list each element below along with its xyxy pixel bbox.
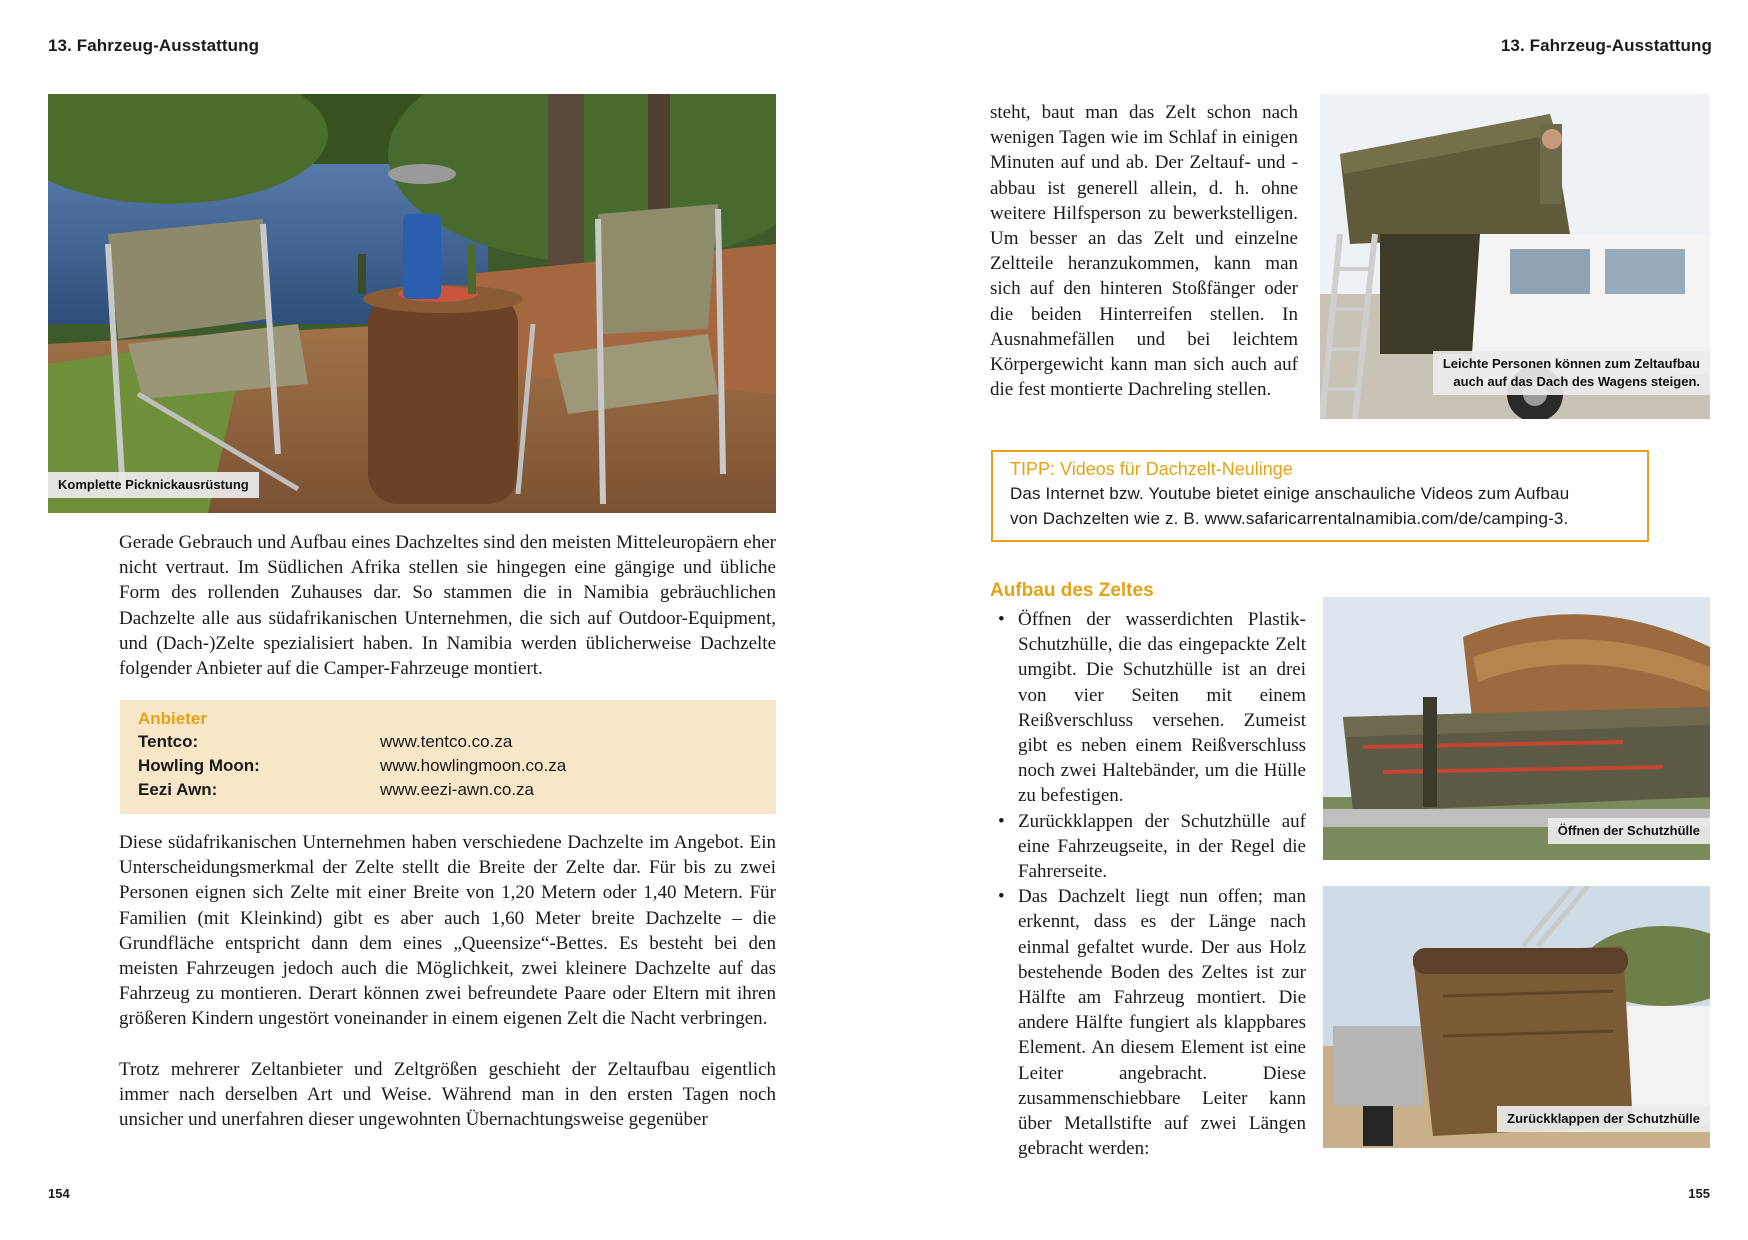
cover-fold-photo: [1323, 886, 1710, 1148]
list-item-text: Das Dachzelt liegt nun offen; man erkennt, dass es der Länge nach einmal gefaltet wurde. Der aus Holz bestehende Boden des Zeltes ist zur Hälfte am Fahrzeug montiert. Die andere Hälfte fungiert als klappbares Element. An diesem Element ist eine Leiter angebracht. Diese zusammenschiebbare Leiter kann über Metallstifte auf zwei Längen gebracht werden:: [1018, 886, 1306, 1160]
anbieter-name: Howling Moon:: [138, 756, 260, 775]
roof-tent-caption-line-1: Leichte Personen können zum Zeltaufbau: [1442, 356, 1700, 371]
cover-fold-caption: Zurückklappen der Schutzhülle: [1497, 1106, 1710, 1132]
bullet-marker: •: [998, 886, 1005, 908]
right-paragraph-1: steht, baut man das Zelt schon nach wenigen Tagen wie im Schlaf in einigen Minuten auf und ab. Der Zeltauf- und -abbau ist generell allein, d. h. ohne weitere Hilfsperson zu bewerkstelligen. Um besser an das Zelt und einzelne Zeltteile heranzukommen, kann man sich auf den hinteren Stoßfänger oder die beiden Hinterreifen stellen. In Ausnahmefällen und bei leichtem Körpergewicht kann man sich auch auf die fest montierte Dachreling stellen.: [990, 102, 1298, 401]
list-item: [990, 809, 1306, 885]
list-item: [990, 607, 1306, 809]
steps-list: [990, 607, 1306, 1161]
tip-box: [991, 450, 1649, 542]
left-paragraph-1: Gerade Gebrauch und Aufbau eines Dachzeltes sind den meisten Mitteleuropäern eher nicht vertraut. Im Südlichen Afrika stellen sie hingegen eine gängige und übliche Form des rollenden Zuhauses dar. So stammen die in Namibia gebräuchlichen Dachzelte alle aus südafrikanischen Unternehmen, die sich auf Outdoor-Equipment, und (Dach-)Zelte spezialisiert haben. In Namibia werden üblicherweise Dachzelte folgender Anbieter auf die Camper-Fahrzeuge montiert.: [119, 532, 776, 680]
left-text-block-1: [119, 530, 776, 681]
anbieter-url: www.eezi-awn.co.za: [380, 780, 535, 799]
anbieter-title: Anbieter: [138, 709, 207, 728]
page-number-right: 155: [1688, 1186, 1710, 1201]
right-text-block-1: [990, 100, 1298, 402]
anbieter-url: www.tentco.co.za: [380, 732, 513, 751]
list-item-text: Öffnen der wasserdichten Plastik-Schutzhülle, die das eingepackte Zelt umgibt. Die Schutzhülle ist an drei von vier Seiten mit einem Reißverschluss versehen. Zumeist gibt es neben einem Reißverschluss noch zwei Haltebänder, um die Hülle zu befestigen.: [1018, 609, 1306, 807]
picnic-photo-caption: Komplette Picknickausrüstung: [48, 472, 259, 498]
anbieter-row: [138, 754, 758, 778]
list-item: [990, 884, 1306, 1161]
section-heading: Aufbau des Zeltes: [990, 580, 1154, 601]
bullet-marker: •: [998, 810, 1005, 832]
anbieter-row: [138, 778, 758, 802]
anbieter-row: [138, 730, 758, 754]
left-text-block-2: [119, 830, 776, 1132]
running-head-left: 13. Fahrzeug-Ausstattung: [48, 36, 260, 55]
picnic-photo: [48, 94, 776, 513]
left-paragraph-3: Trotz mehrerer Zeltanbieter und Zeltgrößen geschieht der Zeltaufbau eigentlich immer nach derselben Art und Weise. Während man in den ersten Tagen noch unsicher und unerfahren dieser ungewohnten Übernachtungsweise gegenüber: [119, 1058, 776, 1131]
cover-open-caption: Öffnen der Schutzhülle: [1548, 818, 1710, 844]
tip-text-line-2: von Dachzelten wie z. B. www.safaricarrentalnamibia.com/de/camping-3.: [1010, 509, 1569, 528]
list-item-text: Zurückklappen der Schutzhülle auf eine Fahrzeugseite, in der Regel die Fahrerseite.: [1018, 810, 1306, 883]
page-number-left: 154: [48, 1186, 70, 1201]
tip-text-line-1: Das Internet bzw. Youtube bietet einige anschauliche Videos zum Aufbau: [1010, 484, 1570, 503]
left-paragraph-2: Diese südafrikanischen Unternehmen haben verschiedene Dachzelte im Angebot. Ein Unterscheidungsmerkmal der Zelte stellt die Breite der Zelte dar. Für bis zu zwei Personen eignen sich Zelte mit einer Breite von 1,20 Metern oder 1,40 Metern. Für Familien (mit Kleinkind) gibt es aber auch 1,60 Meter breite Dachzelte – die Grundfläche entspricht dann dem eines „Queensize“-Bettes. Es besteht bei den meisten Fahrzeugen jedoch auch die Möglichkeit, zwei kleinere Dachzelte auf das Fahrzeug zu montieren. Derart können zwei befreundete Paare oder Eltern mit ihren größeren Kindern ungestört voneinander in einem eigenen Zelt die Nacht verbringen.: [119, 832, 776, 1030]
roof-tent-photo-caption: [1433, 351, 1710, 395]
tip-title: TIPP: Videos für Dachzelt-Neulinge: [1010, 459, 1293, 479]
roof-tent-photo: [1320, 94, 1710, 419]
bullet-marker: •: [998, 609, 1005, 630]
running-head-right: 13. Fahrzeug-Ausstattung: [1500, 36, 1712, 55]
anbieter-name: Eezi Awn:: [138, 780, 218, 799]
cover-open-photo: [1323, 597, 1710, 860]
roof-tent-caption-line-2: auch auf das Dach des Wagens steigen.: [1453, 374, 1700, 389]
anbieter-box: [120, 700, 776, 814]
anbieter-url: www.howlingmoon.co.za: [380, 756, 567, 775]
anbieter-name: Tentco:: [138, 732, 199, 751]
